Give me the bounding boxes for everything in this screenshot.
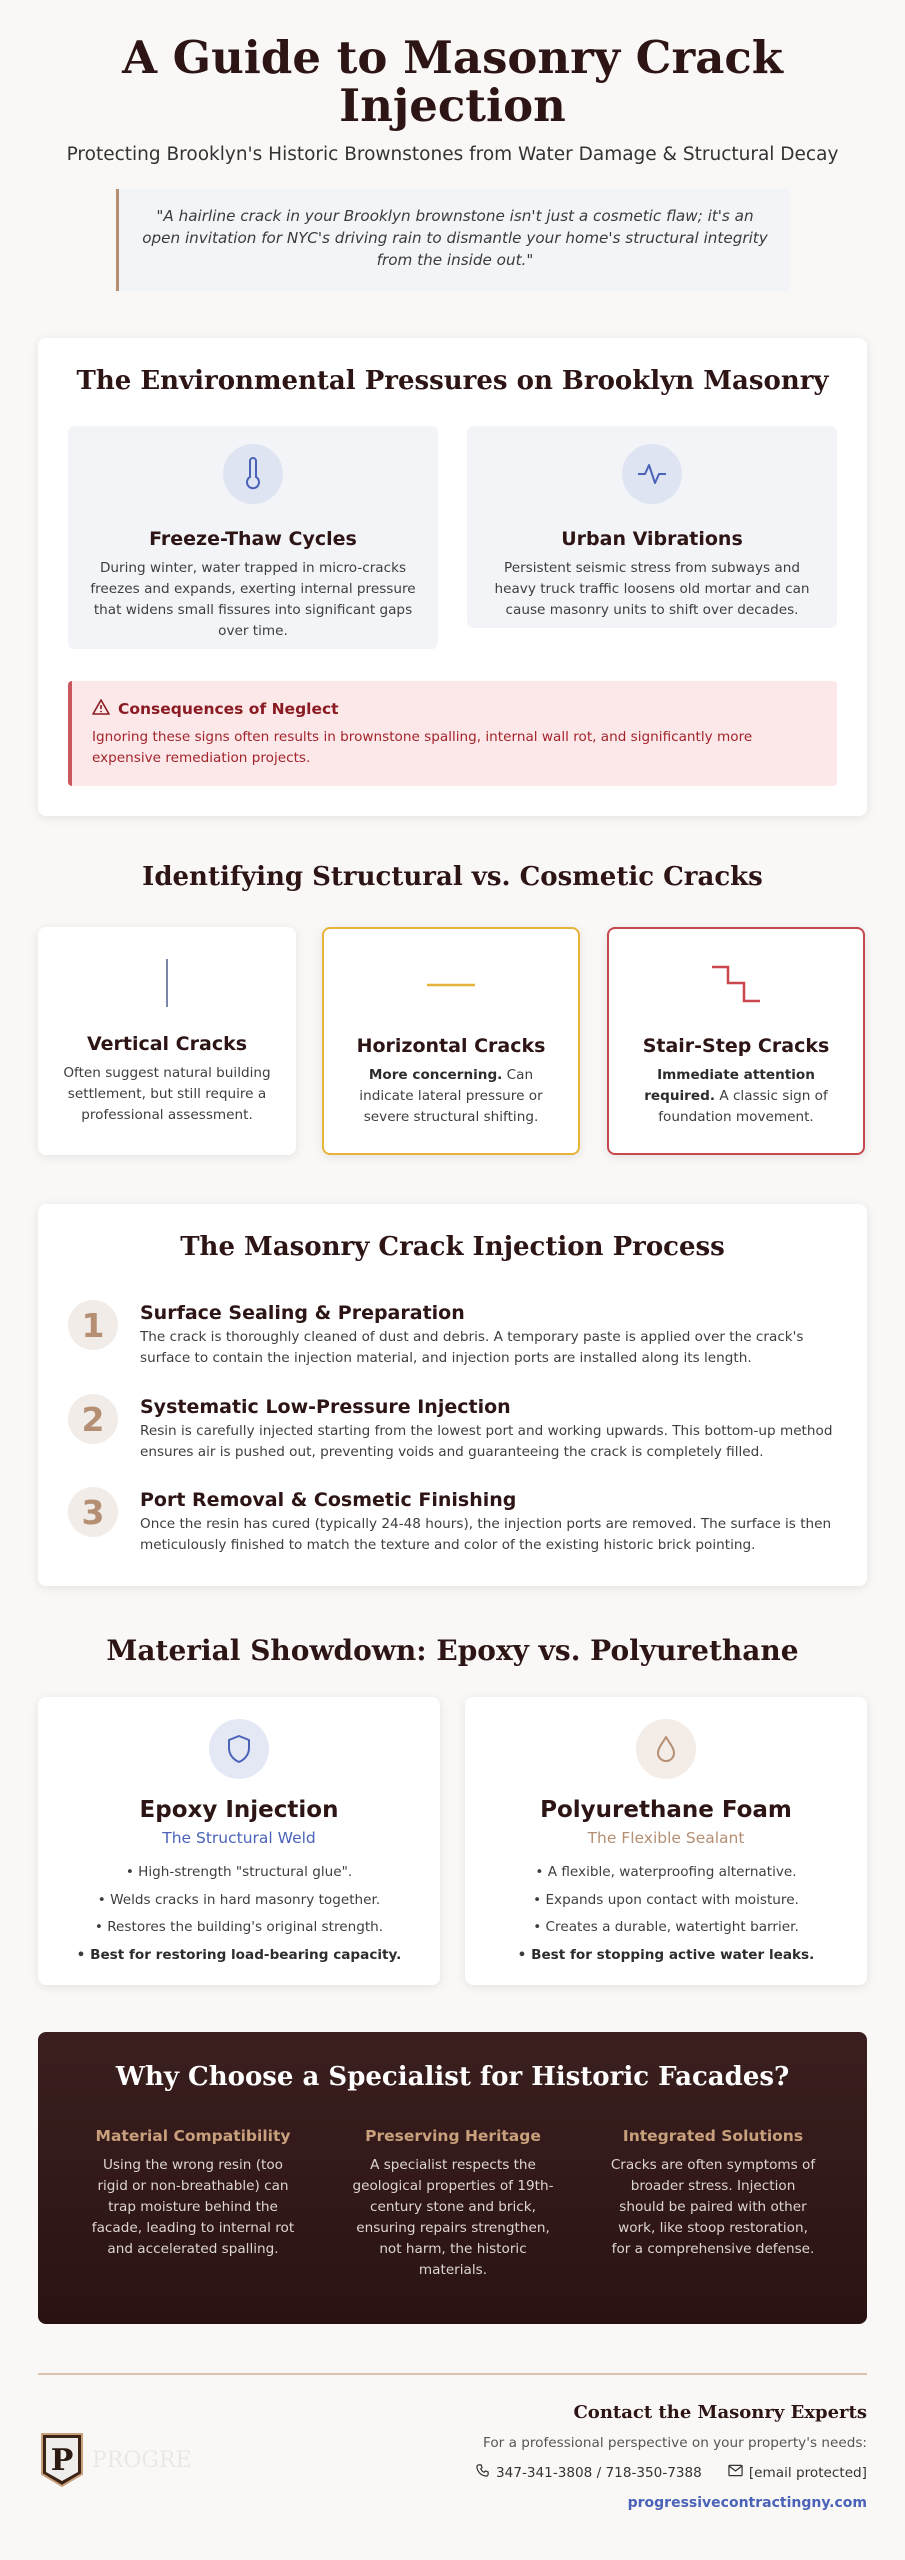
website-link[interactable]: progressivecontractingny.com — [627, 2495, 867, 2511]
freeze-thaw-card — [68, 426, 438, 649]
step-title: Port Removal & Cosmetic Finishing — [140, 1489, 517, 1511]
step-title: Systematic Low-Pressure Injection — [140, 1396, 511, 1418]
company-logo — [36, 2430, 192, 2490]
polyurethane-list — [465, 1859, 867, 1969]
list-item: • Restores the building's original strength. — [38, 1914, 440, 1942]
phone-link[interactable]: 347-341-3808 / 718-350-7388 — [496, 2464, 702, 2481]
mail-icon — [728, 2464, 743, 2481]
environment-title: The Environmental Pressures on Brooklyn Masonry — [76, 366, 829, 396]
urban-vibrations-title: Urban Vibrations — [561, 528, 743, 550]
specialist-column — [348, 2127, 558, 2281]
activity-icon — [622, 444, 682, 504]
epoxy-title: Epoxy Injection — [139, 1797, 339, 1823]
horizontal-crack-card — [322, 927, 580, 1155]
neglect-title: Consequences of Neglect — [118, 700, 339, 718]
column-title: Integrated Solutions — [622, 2127, 804, 2145]
stair-step-icon — [627, 959, 845, 1011]
horizontal-crack-text: More concerning. Can indicate lateral pressure or severe structural shifting. — [359, 1067, 543, 1125]
specialist-section — [38, 2032, 867, 2324]
vertical-crack-title: Vertical Cracks — [86, 1033, 248, 1055]
stair-step-crack-title: Stair-Step Cracks — [642, 1035, 830, 1057]
svg-text:P: P — [50, 2443, 74, 2478]
footer-divider — [38, 2373, 867, 2375]
polyurethane-title: Polyurethane Foam — [540, 1797, 792, 1823]
neglect-alert — [68, 681, 837, 786]
list-item: • High-strength "structural glue". — [38, 1859, 440, 1887]
urban-vibrations-card — [467, 426, 837, 628]
specialist-column — [88, 2127, 298, 2260]
column-title: Material Compatibility — [95, 2127, 291, 2145]
column-text: Using the wrong resin (too rigid or non-breathable) can trap moisture behind the facade, leading to internal rot and accelerated spalling. — [91, 2157, 295, 2257]
contact-title: Contact the Masonry Experts — [573, 2402, 867, 2423]
horizontal-crack-title: Horizontal Cracks — [356, 1035, 546, 1057]
contact-block — [475, 2402, 867, 2511]
step-text: The crack is thoroughly cleaned of dust and debris. A temporary paste is applied over the crack's surface to contain the injection material, and injection ports are installed along its length. — [140, 1329, 804, 1366]
list-item: • Best for stopping active water leaks. — [465, 1942, 867, 1970]
specialist-column — [608, 2127, 818, 2260]
column-text: A specialist respects the geological properties of 19th-century stone and brick, ensuring repairs strengthen, not harm, the historic materials. — [352, 2157, 554, 2278]
phone-icon — [475, 2463, 490, 2482]
freeze-thaw-text: During winter, water trapped in micro-cracks freezes and expands, exerting internal pressure that widens small fissures into significant gaps over time. — [90, 560, 416, 639]
header — [0, 0, 905, 291]
stair-step-crack-text: Immediate attention required. A classic sign of foundation movement. — [644, 1067, 828, 1125]
process-step — [68, 1394, 838, 1463]
neglect-text: Ignoring these signs often results in brownstone spalling, internal wall rot, and significantly more expensive remediation projects. — [92, 729, 753, 766]
list-item: • Expands upon contact with moisture. — [465, 1887, 867, 1915]
epoxy-list — [38, 1859, 440, 1969]
list-item: • Welds cracks in hard masonry together. — [38, 1887, 440, 1915]
step-text: Once the resin has cured (typically 24-48 hours), the injection ports are removed. The surface is then meticulously finished to match the texture and color of the existing historic brick pointing. — [140, 1516, 832, 1553]
list-item: • A flexible, waterproofing alternative. — [465, 1859, 867, 1887]
warning-icon — [92, 699, 110, 719]
contact-row — [475, 2463, 867, 2482]
step-number: 1 — [68, 1300, 118, 1350]
urban-vibrations-text: Persistent seismic stress from subways and heavy truck traffic loosens old mortar and can cause masonry units to shift over decades. — [494, 560, 810, 618]
epoxy-tagline: The Structural Weld — [162, 1829, 316, 1847]
page-subtitle: Protecting Brooklyn's Historic Brownstones from Water Damage & Structural Decay — [66, 144, 839, 165]
process-title: The Masonry Crack Injection Process — [180, 1232, 725, 1262]
vertical-crack-text: Often suggest natural building settlement, but still require a professional assessment. — [63, 1065, 271, 1123]
vertical-crack-card — [38, 927, 296, 1155]
freeze-thaw-title: Freeze-Thaw Cycles — [149, 528, 357, 550]
environment-section — [38, 338, 867, 816]
step-text: Resin is carefully injected starting from the lowest port and working upwards. This bottom-up method ensures air is pushed out, preventing voids and guaranteeing the crack is completely filled. — [140, 1423, 833, 1460]
process-step — [68, 1300, 838, 1369]
horizontal-line-icon — [342, 959, 560, 1011]
step-number: 2 — [68, 1394, 118, 1444]
step-title: Surface Sealing & Preparation — [140, 1302, 465, 1324]
list-item: • Best for restoring load-bearing capacity. — [38, 1942, 440, 1970]
process-step — [68, 1487, 838, 1556]
polyurethane-card — [465, 1697, 867, 1985]
column-text: Cracks are often symptoms of broader stress. Injection should be paired with other work, like stoop restoration, for a comprehensive defense. — [610, 2157, 816, 2257]
epoxy-card — [38, 1697, 440, 1985]
step-number: 3 — [68, 1487, 118, 1537]
vertical-line-icon — [56, 957, 278, 1009]
cracks-title: Identifying Structural vs. Cosmetic Cracks — [142, 862, 763, 892]
stair-step-crack-card — [607, 927, 865, 1155]
specialist-title: Why Choose a Specialist for Historic Facades? — [115, 2062, 790, 2092]
shield-icon — [209, 1719, 269, 1779]
intro-quote: "A hairline crack in your Brooklyn brownstone isn't just a cosmetic flaw; it's an open invitation for NYC's driving rain to dismantle your home's structural integrity from the inside out." — [116, 189, 790, 291]
thermometer-icon — [223, 444, 283, 504]
contact-intro: For a professional perspective on your property's needs: — [483, 2435, 867, 2451]
process-section — [38, 1204, 867, 1586]
droplet-icon — [636, 1719, 696, 1779]
polyurethane-tagline: The Flexible Sealant — [587, 1829, 745, 1847]
list-item: • Creates a durable, watertight barrier. — [465, 1914, 867, 1942]
logo-wordmark: PROGRE — [92, 2447, 192, 2473]
materials-title: Material Showdown: Epoxy vs. Polyurethane — [106, 1634, 799, 1667]
column-title: Preserving Heritage — [365, 2127, 541, 2145]
email-link[interactable]: [email protected] — [748, 2464, 867, 2481]
page-title: A Guide to Masonry Crack Injection — [122, 31, 783, 132]
